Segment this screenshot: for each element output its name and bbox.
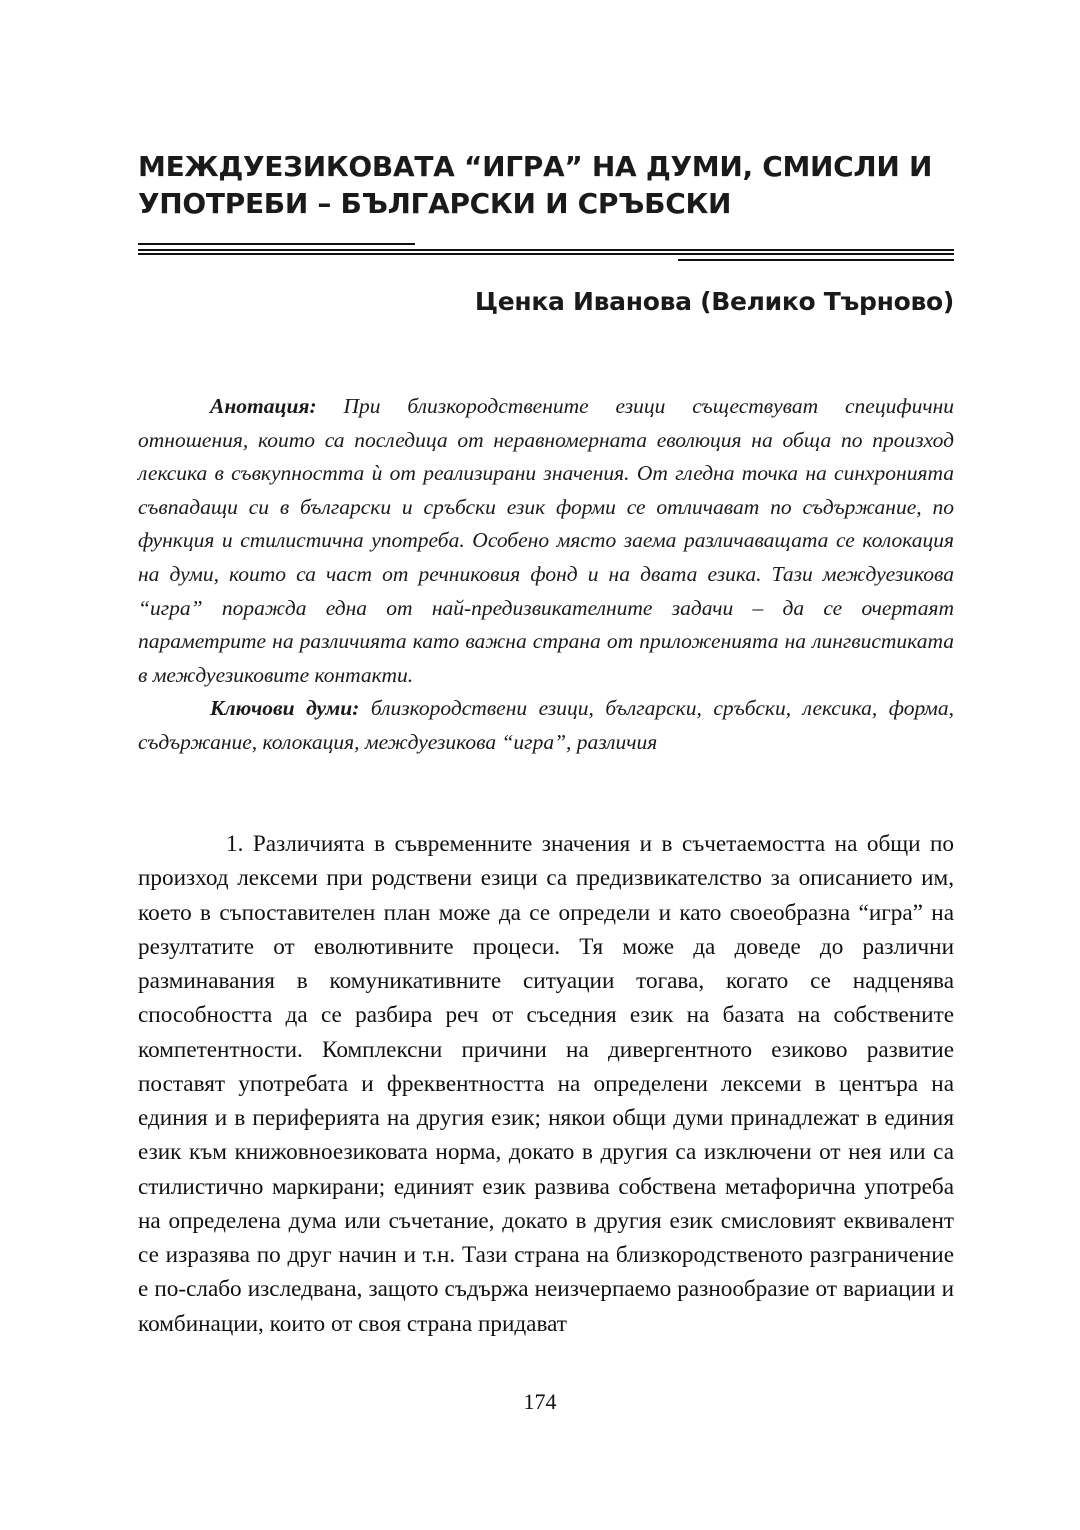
keywords-paragraph — [138, 692, 954, 759]
keywords-label: Ключови думи: — [210, 696, 360, 721]
article-title — [138, 148, 958, 222]
article-title-line-2: УПОТРЕБИ – БЪЛГАРСКИ И СРЪБСКИ — [138, 187, 732, 220]
body-paragraph-1: 1. Различията в съвременните значения и в съчетаемостта на общи по произход лексеми при родствени езици са предизвикателство за описанието им, което в съпоставителен план може да се определи и като своеобразна “игра” на резултатите от еволютивните процеси. Тя може да доведе до различни разминавания в комуникативните ситуации тогава, когато се надценява способността да се разбира реч от съседния език на базата на собствените компетентности. Комплексни причини на дивергентното езиково развитие поставят употребата и фреквентността на определени лексеми в центъра на единия и в периферията на другия език; някои общи думи принадлежат в единия език към книжовноезиковата норма, докато в другия са изключени от нея или са стилистично маркирани; единият език развива собствена метафорична употреба на определена дума или съчетание, докато в другия език смисловият еквивалент се изразява по друг начин и т.н. Тази страна на близкородственото разграничение е по-слабо изследвана, защото съдържа неизчерпаемо разнообразие от вариации и комбинации, които от своя страна придават — [138, 831, 954, 1337]
article-title-line-1: МЕЖДУЕЗИКОВАТА “ИГРА” НА ДУМИ, СМИСЛИ И — [138, 150, 933, 183]
abstract-section — [138, 390, 954, 760]
author-line: Ценка Иванова (Велико Търново) — [474, 287, 954, 316]
abstract-paragraph — [138, 390, 954, 692]
keywords-text: близкородствени езици, български, сръбски, лексика, форма, съдържание, колокация, междуезикова “игра”, различия — [138, 696, 954, 754]
title-rule-short-bottom — [678, 259, 954, 261]
abstract-text: При близкородствените езици съществуват специфични отношения, които са последица от неравномерната еволюция на обща по произход лексика в съвкупността ѝ от реализирани значения. От гледна точка на синхронията съвпадащи си в български и сръбски език форми се отличават по съдържание, по функция и стилистична употреба. Особено място заема различаващата се колокация на думи, които са част от речниковия фонд и на двата езика. Тази междуезикова “игра” поражда една от най-предизвикателните задачи – да се очертаят параметрите на различията като важна страна от приложенията на лингвистиката в междуезиковите контакти. — [138, 394, 955, 687]
page-number: 174 — [523, 1389, 557, 1414]
title-rule-double-upper — [138, 249, 954, 251]
title-rule-double-lower — [138, 253, 954, 255]
title-rule-short-top — [138, 243, 415, 245]
abstract-label: Анотация: — [210, 394, 317, 418]
body-text — [138, 827, 954, 1341]
